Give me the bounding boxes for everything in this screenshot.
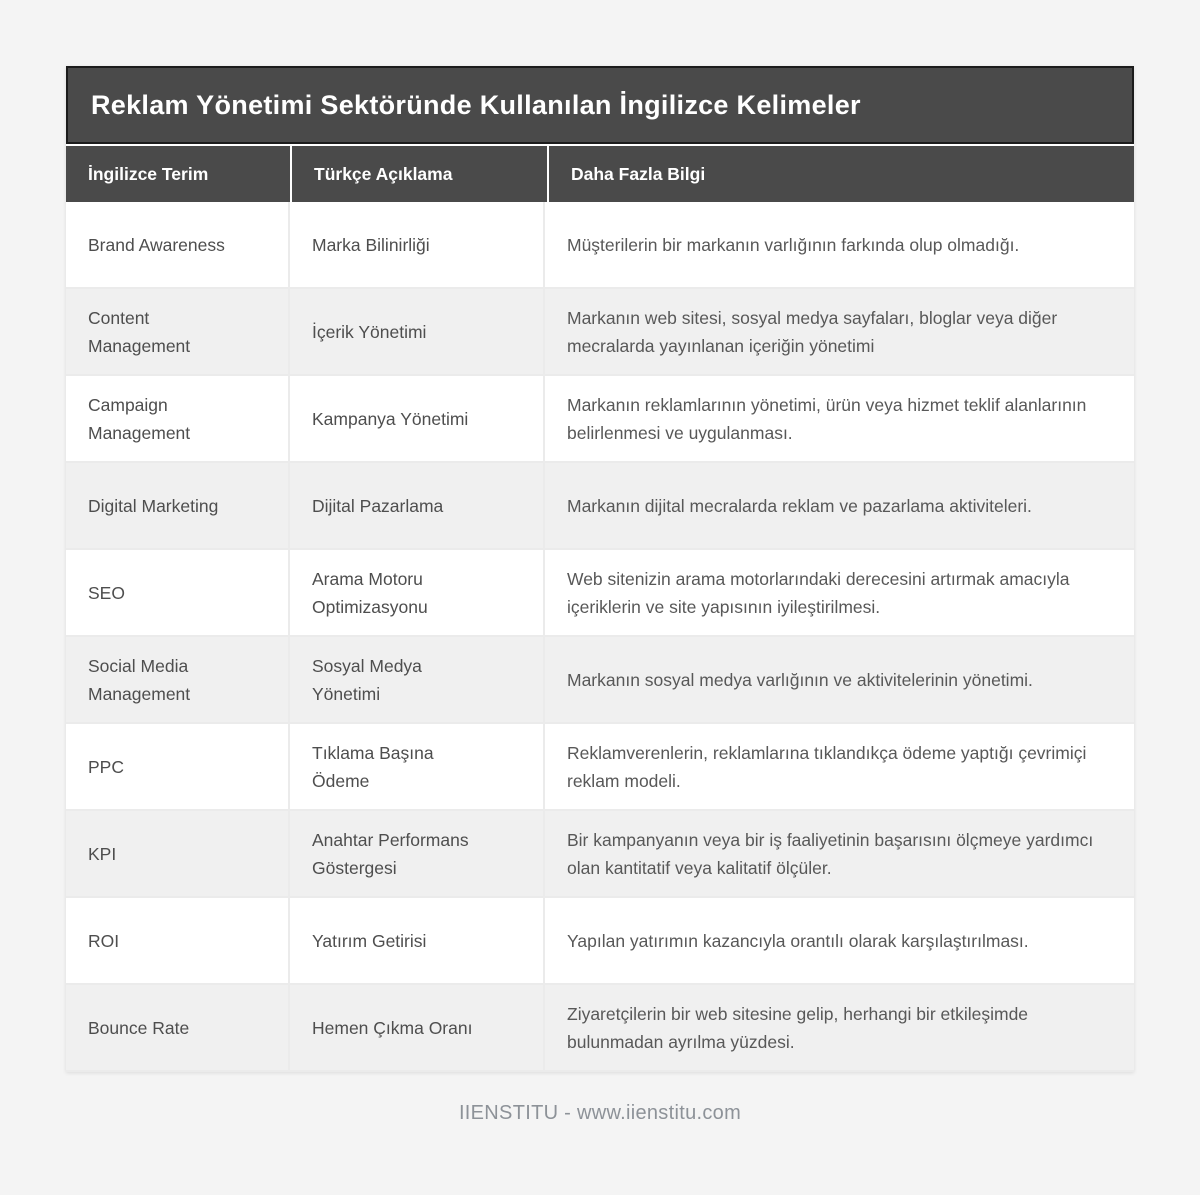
- english-term-text: Campaign Management: [88, 394, 191, 443]
- more-info-text: Reklamverenlerin, reklamlarına tıklandıkça ödeme yaptığı çevrimiçi reklam modeli.: [567, 742, 1087, 791]
- turkish-translation-text: Marka Bilinirliği: [312, 234, 430, 255]
- cell-turkish-translation: [290, 724, 545, 811]
- turkish-translation-text: Hemen Çıkma Oranı: [312, 1017, 473, 1038]
- turkish-translation-text: Dijital Pazarlama: [312, 495, 444, 516]
- more-info-text: Markanın dijital mecralarda reklam ve pazarlama aktiviteleri.: [567, 495, 1032, 516]
- turkish-translation-text: Sosyal Medya Yönetimi: [312, 655, 422, 704]
- table-header-row: [66, 146, 1134, 202]
- cell-more-info: [545, 202, 1134, 289]
- cell-turkish-translation: [290, 202, 545, 289]
- cell-english-term: [66, 202, 290, 289]
- cell-turkish-translation: [290, 637, 545, 724]
- column-header-turkish-explanation: Türkçe Açıklama: [292, 146, 547, 202]
- table-row: [66, 637, 1134, 724]
- english-term-text: Social Media Management: [88, 655, 191, 704]
- footer-credit: IIENSTITU - www.iienstitu.com: [458, 1102, 742, 1124]
- more-info-text: Markanın reklamlarının yönetimi, ürün veya hizmet teklif alanlarının belirlenmesi ve uygulanması.: [567, 394, 1087, 443]
- table-row: [66, 811, 1134, 898]
- table-row: [66, 463, 1134, 550]
- turkish-translation-text: Tıklama Başına Ödeme: [312, 742, 434, 791]
- more-info-text: Markanın sosyal medya varlığının ve aktivitelerinin yönetimi.: [567, 669, 1033, 690]
- cell-english-term: [66, 376, 290, 463]
- table-row: [66, 898, 1134, 985]
- cell-turkish-translation: [290, 376, 545, 463]
- english-term-text: Digital Marketing: [88, 495, 219, 516]
- more-info-text: Web sitenizin arama motorlarındaki derecesini artırmak amacıyla içeriklerin ve site yapısının iyileştirilmesi.: [567, 568, 1070, 617]
- cell-english-term: [66, 811, 290, 898]
- cell-english-term: [66, 289, 290, 376]
- cell-turkish-translation: [290, 289, 545, 376]
- table-row: [66, 724, 1134, 811]
- cell-more-info: [545, 724, 1134, 811]
- table-title-bar: [66, 66, 1134, 144]
- table-body: [66, 202, 1134, 1072]
- cell-more-info: [545, 376, 1134, 463]
- cell-more-info: [545, 898, 1134, 985]
- cell-english-term: [66, 550, 290, 637]
- cell-more-info: [545, 637, 1134, 724]
- turkish-translation-text: Arama Motoru Optimizasyonu: [312, 568, 428, 617]
- turkish-translation-text: İçerik Yönetimi: [312, 321, 427, 342]
- english-term-text: Brand Awareness: [88, 234, 225, 255]
- column-header-more-info: Daha Fazla Bilgi: [549, 146, 1134, 202]
- turkish-translation-text: Anahtar Performans Göstergesi: [312, 829, 469, 878]
- more-info-text: Müşterilerin bir markanın varlığının farkında olup olmadığı.: [567, 234, 1020, 255]
- cell-more-info: [545, 811, 1134, 898]
- cell-more-info: [545, 985, 1134, 1072]
- cell-english-term: [66, 637, 290, 724]
- english-term-text: SEO: [88, 582, 125, 603]
- more-info-text: Markanın web sitesi, sosyal medya sayfaları, bloglar veya diğer mecralarda yayınlanan içeriğin yönetimi: [567, 307, 1058, 356]
- turkish-translation-text: Yatırım Getirisi: [312, 930, 427, 951]
- table-row: [66, 202, 1134, 289]
- cell-turkish-translation: [290, 463, 545, 550]
- more-info-text: Yapılan yatırımın kazancıyla orantılı olarak karşılaştırılması.: [567, 930, 1029, 951]
- cell-more-info: [545, 289, 1134, 376]
- cell-turkish-translation: [290, 985, 545, 1072]
- column-header-english-term: İngilizce Terim: [66, 146, 290, 202]
- english-term-text: PPC: [88, 756, 124, 777]
- english-term-text: KPI: [88, 843, 117, 864]
- more-info-text: Ziyaretçilerin bir web sitesine gelip, herhangi bir etkileşimde bulunmadan ayrılma yüzdesi.: [567, 1003, 1029, 1052]
- english-term-text: Content Management: [88, 307, 191, 356]
- turkish-translation-text: Kampanya Yönetimi: [312, 408, 469, 429]
- cell-english-term: [66, 985, 290, 1072]
- cell-english-term: [66, 463, 290, 550]
- table-row: [66, 289, 1134, 376]
- vocabulary-table: [66, 66, 1134, 1072]
- english-term-text: Bounce Rate: [88, 1017, 190, 1038]
- cell-english-term: [66, 898, 290, 985]
- cell-turkish-translation: [290, 811, 545, 898]
- english-term-text: ROI: [88, 930, 120, 951]
- cell-more-info: [545, 550, 1134, 637]
- table-row: [66, 376, 1134, 463]
- cell-turkish-translation: [290, 898, 545, 985]
- cell-more-info: [545, 463, 1134, 550]
- page-title: Reklam Yönetimi Sektöründe Kullanılan İngilizce Kelimeler: [91, 89, 861, 120]
- more-info-text: Bir kampanyanın veya bir iş faaliyetinin başarısını ölçmeye yardımcı olan kantitatif veya kalitatif ölçüler.: [567, 829, 1094, 878]
- table-row: [66, 985, 1134, 1072]
- cell-turkish-translation: [290, 550, 545, 637]
- table-row: [66, 550, 1134, 637]
- cell-english-term: [66, 724, 290, 811]
